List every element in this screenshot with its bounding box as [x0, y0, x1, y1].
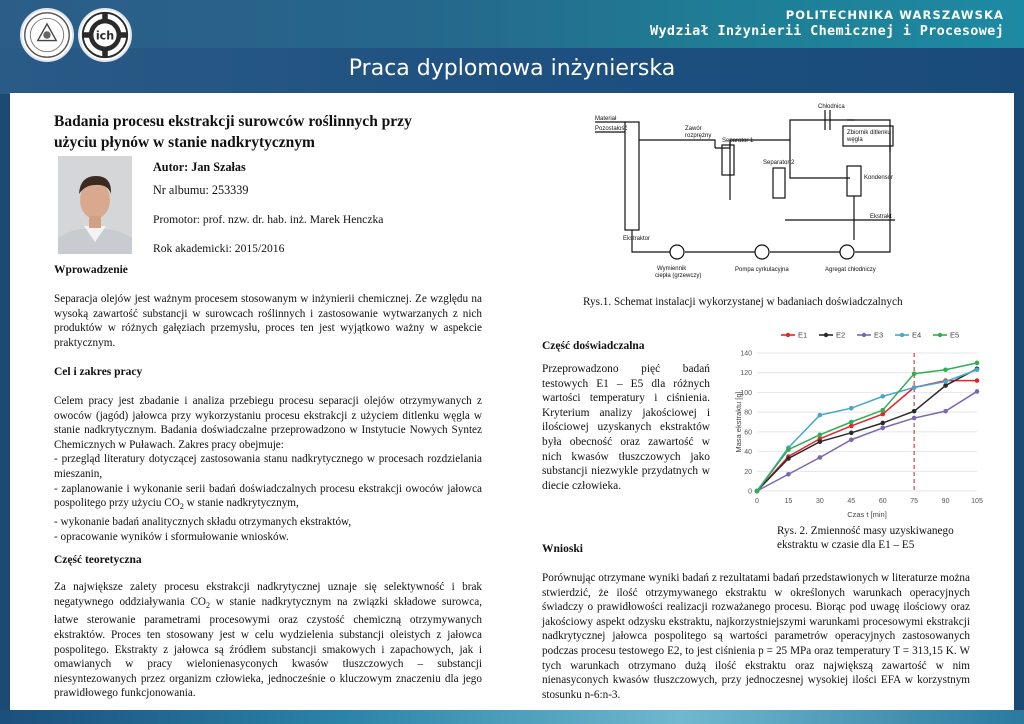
co2-subscript: 2	[179, 502, 184, 512]
data-point-e5	[755, 489, 760, 494]
author-name: Autor: Jan Szałas	[153, 160, 246, 174]
data-point-e5	[880, 408, 885, 413]
poster-type-title: Praca dyplomowa inżynierska	[348, 56, 676, 81]
legend-marker-e2	[824, 333, 828, 337]
data-point-e2	[943, 383, 948, 388]
data-point-e2	[818, 439, 823, 444]
goal-item-4: - opracowanie wyników i sformułowanie wniosków.	[54, 530, 289, 543]
x-tick-label: 15	[784, 498, 793, 505]
y-tick-label: 0	[748, 488, 752, 496]
legend-marker-e5	[938, 333, 942, 337]
data-point-e4	[943, 379, 948, 384]
schema-label-extractor: Ekstraktor	[623, 236, 651, 242]
album-number: Nr albumu: 253339	[153, 183, 249, 197]
data-point-e3	[975, 389, 980, 394]
schema-label-residue: Pozostałość	[595, 126, 628, 132]
goal-item-2: - zaplanowanie i wykonanie serii badań doświadczalnych procesu ekstrakcji owoców jałowca pospolitego przy użyciu CO	[54, 482, 482, 510]
schema-label-separator-1: Separator 1	[722, 138, 754, 144]
x-axis-label: Czas t [min]	[847, 510, 887, 519]
x-tick-label: 75	[910, 498, 919, 505]
schema-label-exchanger-2: ciepła (grzewczy)	[655, 273, 702, 279]
data-point-e1	[880, 412, 885, 417]
data-point-e4	[975, 367, 980, 372]
data-point-e2	[912, 409, 917, 414]
header	[0, 0, 1024, 94]
data-point-e5	[786, 447, 791, 452]
legend-label-e5: E5	[950, 330, 960, 340]
data-point-e3	[849, 437, 854, 442]
data-point-e1	[849, 424, 854, 429]
x-tick-label: 30	[815, 498, 824, 505]
y-tick-label: 60	[744, 429, 752, 437]
goal-item-1: - przegląd literatury dotyczącej zastosowania stanu nadkrytycznego w procesach rozdzielania mieszanin,	[54, 453, 482, 480]
x-tick-label: 90	[941, 498, 950, 505]
conclusions-heading: Wnioski	[542, 543, 583, 555]
y-tick-label: 40	[744, 449, 752, 457]
university-seal-logo	[20, 8, 74, 62]
schema-label-separator-2: Separator 2	[763, 160, 795, 166]
promoter: Promotor: prof. nzw. dr. hab. inż. Marek Henczka	[153, 213, 384, 226]
goal-item-2-tail: w stanie nadkrytycznym,	[183, 497, 299, 510]
y-tick-label: 120	[740, 370, 752, 378]
data-point-e5	[975, 361, 980, 366]
schema-label-extract: Ekstrakt	[870, 214, 892, 220]
data-point-e5	[849, 420, 854, 425]
intro-heading: Wprowadzenie	[54, 264, 128, 276]
data-point-e4	[880, 394, 885, 399]
goal-text	[54, 394, 482, 544]
schema-label-cooling-unit: Agregat chłodniczy	[825, 267, 876, 273]
data-point-e1	[975, 378, 980, 383]
condenser	[847, 166, 861, 196]
data-point-e2	[849, 431, 854, 436]
y-tick-label: 80	[744, 409, 752, 417]
theory-text	[54, 580, 482, 701]
goal-intro: Celem pracy jest zbadanie i analiza przebiegu procesu separacji olejów otrzymywanych z owoców (jagód) jałowca przy wykorzystaniu procesu ekstrakcji z użyciem ditlenku węgla w stanie nadkrytycznym. Badania doświadczalne przeprowadzono w Instytucie Nowych Syntez Chemicznych w Puławach. Zakres pracy obejmuje:	[54, 395, 482, 451]
theory-text-a: Za największe zalety procesu ekstrakcji nadkrytycznej uznaje się selektywność i brak negatywnego oddziaływania CO	[54, 581, 482, 608]
theory-co2-subscript: 2	[206, 600, 211, 610]
data-point-e2	[880, 421, 885, 426]
extract-mass-chart	[733, 325, 990, 520]
figure1-caption: Rys.1. Schemat instalacji wykorzystanej w badaniach doświadczalnych	[583, 296, 903, 308]
data-point-e4	[849, 406, 854, 411]
data-point-e5	[818, 433, 823, 438]
legend-label-e3: E3	[874, 330, 884, 340]
y-tick-label: 100	[740, 389, 752, 397]
experimental-heading: Część doświadczalna	[542, 340, 645, 352]
data-point-e4	[912, 385, 917, 390]
schema-label-tank: Zbiornik ditlenku	[847, 130, 891, 136]
conclusions-text: Porównując otrzymane wyniki badań z rezultatami badań przedstawionych w literaturze można stwierdzić, że ilość otrzymywanego ekstraktu w określonych warunkach operacyjnych świadczy o prawidłowości realizacji rozważanego procesu. Biorąc pod uwagę ilościowy oraz jakościowy aspekt odzysku ekstraktu, najkorzystniejszymi warunkami procesowymi ekstrakcji nadkrytycznej jałowca pospolitego są wartości parametrów operacyjnych zastosowanych podczas procesu testowego E2, to jest ciśnienia p = 25 MPa oraz temperatury T = 313,15 K. W tych warunkach otrzymano dużą ilość ekstraktu oraz największą zawartość w nim nienasyconych kwasów tłuszczowych, przy jednoczesnej wysokiej ilości EFA w korzystnym stosunku n-6:n-3.	[542, 572, 970, 701]
data-point-e3	[786, 472, 791, 477]
schema-label-valve-2: rozprężny	[685, 133, 712, 139]
figure2-caption-line2: ekstraktu w czasie dla E1 – E5	[777, 539, 915, 551]
schema-label-condenser: Kondensor	[864, 175, 894, 181]
data-point-e5	[912, 371, 917, 376]
legend-label-e4: E4	[912, 330, 922, 340]
university-name: POLITECHNIKA WARSZAWSKA	[785, 8, 1004, 22]
footer-band	[0, 710, 1024, 724]
thesis-title: Badania procesu ekstrakcji surowców roślinnych przy użyciu płynów w stanie nadkrytycznym	[54, 113, 412, 151]
data-point-e5	[943, 367, 948, 372]
legend-marker-e3	[862, 333, 866, 337]
cooling-unit	[840, 245, 854, 259]
legend-label-e2: E2	[836, 330, 846, 340]
schema-label-exchanger: Wymiennik	[657, 266, 687, 272]
separator-2	[773, 168, 785, 198]
y-tick-label: 20	[744, 468, 752, 476]
data-point-e3	[912, 416, 917, 421]
data-point-e3	[880, 426, 885, 431]
heat-exchanger	[670, 245, 684, 259]
x-tick-label: 60	[878, 498, 887, 505]
schema-label-material: Materiał	[595, 116, 617, 122]
legend-marker-e1	[786, 333, 790, 337]
legend-label-e1: E1	[798, 330, 808, 340]
extractor-vessel	[625, 122, 639, 230]
data-point-e3	[943, 409, 948, 414]
x-tick-label: 0	[755, 498, 759, 505]
faculty-logo-text: ich	[95, 29, 115, 43]
data-point-e2	[786, 456, 791, 461]
goal-heading: Cel i zakres pracy	[54, 366, 143, 378]
data-point-e3	[818, 455, 823, 460]
schema-label-cooler: Chłodnica	[818, 104, 845, 110]
intro-text: Separacja olejów jest ważnym procesem stosowanym w inżynierii chemicznej. Ze względu na wysoką zawartość substancji w surowcach roślinnych i zastosowanie wytwarzanych z nich produktów w różnych gałęziach przemysłu, proces ten jest wyjątkowo ważny w aspekcie praktycznym.	[54, 293, 482, 349]
y-tick-label: 140	[740, 350, 752, 358]
theory-heading: Część teoretyczna	[54, 554, 142, 566]
installation-schema	[585, 100, 910, 290]
series-line-e3	[757, 391, 977, 491]
x-tick-label: 45	[847, 498, 856, 505]
goal-item-3: - wykonanie badań analitycznych składu otrzymanych ekstraktów,	[54, 515, 352, 528]
y-axis-label: Masa ekstraktu [g]	[734, 391, 743, 453]
data-point-e4	[818, 413, 823, 418]
experimental-text: Przeprowadzono pięć badań testowych E1 – E5 dla różnych wartości temperatury i ciśnienia. Kryterium analizy jakościowej i ilościowej uzyskanych ekstraktów była obecność oraz zawartość w nich kwasów tłuszczowych jako substancji niezwykle przydatnych w diecie człowieka.	[542, 363, 710, 492]
academic-year: Rok akademicki: 2015/2016	[153, 242, 285, 255]
legend-marker-e4	[900, 333, 904, 337]
faculty-name: Wydział Inżynierii Chemicznej i Procesowej	[650, 23, 1004, 39]
schema-label-pump: Pompa cyrkulacyjna	[735, 267, 789, 273]
figure2-caption-line1: Rys. 2. Zmienność masy uzyskiwanego	[777, 525, 954, 537]
schema-label-tank-2: węgla	[847, 137, 863, 143]
faculty-logo	[78, 8, 132, 62]
author-photo	[58, 156, 132, 254]
schema-label-valve: Zawór	[685, 126, 702, 132]
circulation-pump	[755, 245, 769, 259]
separator-1	[722, 145, 734, 175]
x-tick-label: 105	[971, 498, 983, 505]
theory-text-b: w stanie nadkrytycznym na związki składowe surowca, łatwe sterowanie parametrami procesowymi oraz czystość chemiczną otrzymywanych ekstraktów. Proces ten stosowany jest w celu wydzielenia substancji oleistych z jałowca pospolitego. Ekstrakty z jałowca są źródłem substancji smakowych i zapachowych, jak i omawianych w pracy wielonienasyconych kwasów tłuszczowych – substancji niesyntezowanych przez organizm człowieka, jednocześnie o kluczowym znaczeniu dla jego prawidłowego funkcjonowania.	[54, 595, 482, 700]
co2-tank	[843, 126, 893, 146]
